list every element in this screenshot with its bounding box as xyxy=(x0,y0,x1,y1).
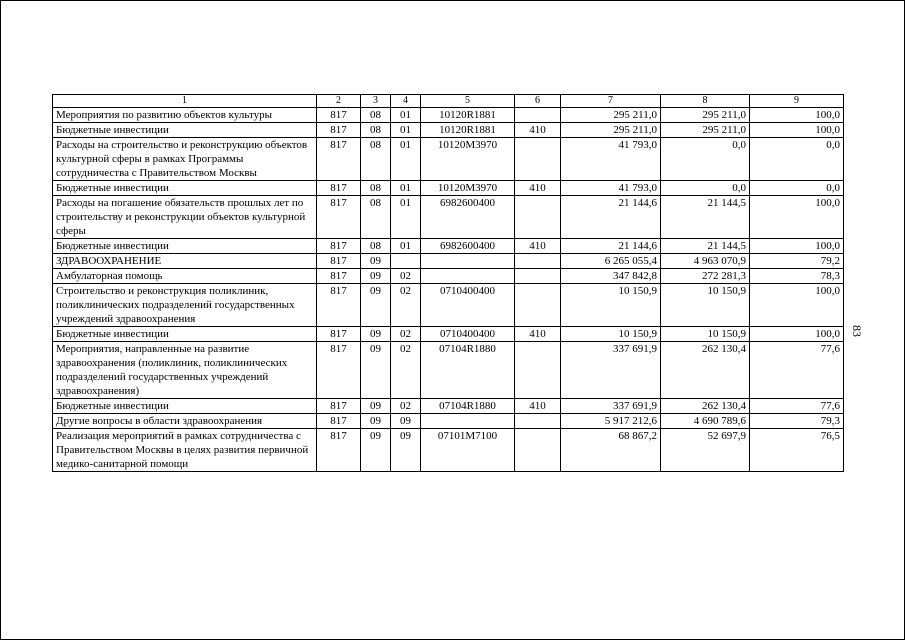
column-header-1: 1 xyxy=(53,95,317,108)
table-row xyxy=(53,414,844,429)
header-row xyxy=(53,95,844,108)
section-cell: 08 xyxy=(361,196,391,239)
percent-cell: 77,6 xyxy=(750,342,844,399)
admin-code-cell: 817 xyxy=(317,123,361,138)
executed-amount-cell: 272 281,3 xyxy=(661,269,750,284)
subsection-cell: 01 xyxy=(391,196,421,239)
subsection-cell: 02 xyxy=(391,342,421,399)
table-row xyxy=(53,284,844,327)
subsection-cell: 02 xyxy=(391,327,421,342)
section-cell: 08 xyxy=(361,138,391,181)
percent-cell: 100,0 xyxy=(750,284,844,327)
planned-amount-cell: 41 793,0 xyxy=(561,138,661,181)
section-cell: 09 xyxy=(361,284,391,327)
section-cell: 09 xyxy=(361,429,391,472)
table-row xyxy=(53,123,844,138)
target-article-cell: 07104R1880 xyxy=(421,342,515,399)
planned-amount-cell: 68 867,2 xyxy=(561,429,661,472)
planned-amount-cell: 337 691,9 xyxy=(561,399,661,414)
executed-amount-cell: 21 144,5 xyxy=(661,196,750,239)
subsection-cell: 02 xyxy=(391,269,421,284)
name-cell: Бюджетные инвестиции xyxy=(53,123,317,138)
target-article-cell xyxy=(421,254,515,269)
name-cell: Бюджетные инвестиции xyxy=(53,239,317,254)
planned-amount-cell: 347 842,8 xyxy=(561,269,661,284)
subsection-cell: 01 xyxy=(391,181,421,196)
section-cell: 09 xyxy=(361,342,391,399)
name-cell: Строительство и реконструкция поликлиник, поликлинических подразделений государственных учреждений здравоохранения xyxy=(53,284,317,327)
planned-amount-cell: 10 150,9 xyxy=(561,284,661,327)
percent-cell: 100,0 xyxy=(750,327,844,342)
section-cell: 08 xyxy=(361,108,391,123)
executed-amount-cell: 4 963 070,9 xyxy=(661,254,750,269)
table-row xyxy=(53,108,844,123)
percent-cell: 0,0 xyxy=(750,138,844,181)
percent-cell: 100,0 xyxy=(750,239,844,254)
target-article-cell: 07101М7100 xyxy=(421,429,515,472)
table-row xyxy=(53,181,844,196)
name-cell: Бюджетные инвестиции xyxy=(53,399,317,414)
executed-amount-cell: 10 150,9 xyxy=(661,327,750,342)
admin-code-cell: 817 xyxy=(317,327,361,342)
expense-type-cell xyxy=(515,138,561,181)
planned-amount-cell: 295 211,0 xyxy=(561,108,661,123)
column-header-9: 9 xyxy=(750,95,844,108)
subsection-cell: 02 xyxy=(391,399,421,414)
subsection-cell xyxy=(391,254,421,269)
target-article-cell: 6982600400 xyxy=(421,239,515,254)
target-article-cell: 07104R1880 xyxy=(421,399,515,414)
table-body xyxy=(53,108,844,472)
percent-cell: 100,0 xyxy=(750,196,844,239)
expense-type-cell xyxy=(515,342,561,399)
subsection-cell: 01 xyxy=(391,123,421,138)
table-row xyxy=(53,239,844,254)
section-cell: 08 xyxy=(361,239,391,254)
percent-cell: 100,0 xyxy=(750,108,844,123)
table-row xyxy=(53,269,844,284)
column-header-6: 6 xyxy=(515,95,561,108)
expense-type-cell xyxy=(515,269,561,284)
subsection-cell: 01 xyxy=(391,138,421,181)
section-cell: 09 xyxy=(361,414,391,429)
percent-cell: 79,2 xyxy=(750,254,844,269)
page-number: 83 xyxy=(850,325,864,337)
target-article-cell xyxy=(421,269,515,284)
target-article-cell: 0710400400 xyxy=(421,284,515,327)
name-cell: Бюджетные инвестиции xyxy=(53,327,317,342)
admin-code-cell: 817 xyxy=(317,138,361,181)
executed-amount-cell: 4 690 789,6 xyxy=(661,414,750,429)
admin-code-cell: 817 xyxy=(317,429,361,472)
admin-code-cell: 817 xyxy=(317,414,361,429)
admin-code-cell: 817 xyxy=(317,181,361,196)
section-cell: 09 xyxy=(361,254,391,269)
name-cell: Мероприятия по развитию объектов культуры xyxy=(53,108,317,123)
admin-code-cell: 817 xyxy=(317,108,361,123)
target-article-cell: 10120R1881 xyxy=(421,108,515,123)
planned-amount-cell: 21 144,6 xyxy=(561,196,661,239)
table-row xyxy=(53,138,844,181)
section-cell: 08 xyxy=(361,181,391,196)
executed-amount-cell: 0,0 xyxy=(661,181,750,196)
name-cell: Другие вопросы в области здравоохранения xyxy=(53,414,317,429)
table-row xyxy=(53,399,844,414)
target-article-cell xyxy=(421,414,515,429)
planned-amount-cell: 295 211,0 xyxy=(561,123,661,138)
percent-cell: 79,3 xyxy=(750,414,844,429)
expense-type-cell: 410 xyxy=(515,123,561,138)
budget-table xyxy=(52,94,844,472)
subsection-cell: 01 xyxy=(391,108,421,123)
column-header-5: 5 xyxy=(421,95,515,108)
admin-code-cell: 817 xyxy=(317,196,361,239)
expense-type-cell xyxy=(515,429,561,472)
planned-amount-cell: 10 150,9 xyxy=(561,327,661,342)
executed-amount-cell: 295 211,0 xyxy=(661,123,750,138)
expense-type-cell xyxy=(515,108,561,123)
percent-cell: 0,0 xyxy=(750,181,844,196)
subsection-cell: 09 xyxy=(391,414,421,429)
admin-code-cell: 817 xyxy=(317,269,361,284)
executed-amount-cell: 0,0 xyxy=(661,138,750,181)
admin-code-cell: 817 xyxy=(317,399,361,414)
table-row xyxy=(53,254,844,269)
admin-code-cell: 817 xyxy=(317,284,361,327)
name-cell: Бюджетные инвестиции xyxy=(53,181,317,196)
expense-type-cell xyxy=(515,284,561,327)
section-cell: 09 xyxy=(361,269,391,284)
percent-cell: 76,5 xyxy=(750,429,844,472)
expense-type-cell: 410 xyxy=(515,399,561,414)
section-cell: 08 xyxy=(361,123,391,138)
admin-code-cell: 817 xyxy=(317,342,361,399)
column-header-2: 2 xyxy=(317,95,361,108)
section-cell: 09 xyxy=(361,327,391,342)
table-row xyxy=(53,429,844,472)
executed-amount-cell: 295 211,0 xyxy=(661,108,750,123)
percent-cell: 78,3 xyxy=(750,269,844,284)
name-cell: Реализация мероприятий в рамках сотрудничества с Правительством Москвы в целях развития первичной медико-санитарной помощи xyxy=(53,429,317,472)
expense-type-cell: 410 xyxy=(515,181,561,196)
planned-amount-cell: 21 144,6 xyxy=(561,239,661,254)
expense-type-cell: 410 xyxy=(515,327,561,342)
subsection-cell: 02 xyxy=(391,284,421,327)
column-header-8: 8 xyxy=(661,95,750,108)
target-article-cell: 10120М3970 xyxy=(421,138,515,181)
name-cell: Амбулаторная помощь xyxy=(53,269,317,284)
percent-cell: 77,6 xyxy=(750,399,844,414)
expense-type-cell: 410 xyxy=(515,239,561,254)
column-header-7: 7 xyxy=(561,95,661,108)
table-row xyxy=(53,342,844,399)
table-row xyxy=(53,327,844,342)
target-article-cell: 0710400400 xyxy=(421,327,515,342)
planned-amount-cell: 5 917 212,6 xyxy=(561,414,661,429)
section-cell: 09 xyxy=(361,399,391,414)
subsection-cell: 01 xyxy=(391,239,421,254)
table-row xyxy=(53,196,844,239)
subsection-cell: 09 xyxy=(391,429,421,472)
name-cell: Расходы на погашение обязательств прошлых лет по строительству и реконструкции объектов культурной сферы xyxy=(53,196,317,239)
percent-cell: 100,0 xyxy=(750,123,844,138)
admin-code-cell: 817 xyxy=(317,239,361,254)
planned-amount-cell: 337 691,9 xyxy=(561,342,661,399)
name-cell: ЗДРАВООХРАНЕНИЕ xyxy=(53,254,317,269)
name-cell: Расходы на строительство и реконструкцию объектов культурной сферы в рамках Программы сотрудничества с Правительством Москвы xyxy=(53,138,317,181)
expense-type-cell xyxy=(515,414,561,429)
executed-amount-cell: 52 697,9 xyxy=(661,429,750,472)
column-header-3: 3 xyxy=(361,95,391,108)
target-article-cell: 10120R1881 xyxy=(421,123,515,138)
executed-amount-cell: 21 144,5 xyxy=(661,239,750,254)
executed-amount-cell: 262 130,4 xyxy=(661,399,750,414)
column-header-4: 4 xyxy=(391,95,421,108)
planned-amount-cell: 6 265 055,4 xyxy=(561,254,661,269)
target-article-cell: 6982600400 xyxy=(421,196,515,239)
executed-amount-cell: 10 150,9 xyxy=(661,284,750,327)
expense-type-cell xyxy=(515,196,561,239)
admin-code-cell: 817 xyxy=(317,254,361,269)
expense-type-cell xyxy=(515,254,561,269)
target-article-cell: 10120М3970 xyxy=(421,181,515,196)
planned-amount-cell: 41 793,0 xyxy=(561,181,661,196)
executed-amount-cell: 262 130,4 xyxy=(661,342,750,399)
name-cell: Мероприятия, направленные на развитие здравоохранения (поликлиник, поликлинических подразделений государственных учреждений здравоохранения) xyxy=(53,342,317,399)
